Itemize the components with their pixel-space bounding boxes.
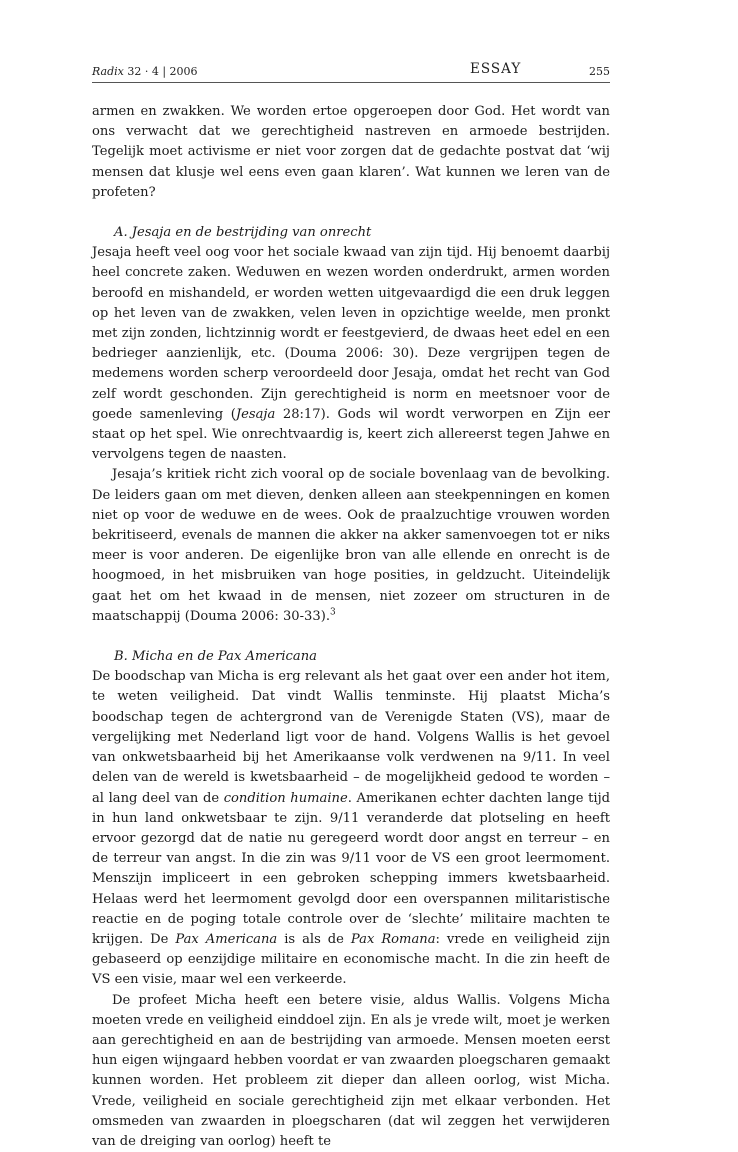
section-a-paragraph-2: Jesaja’s kritiek richt zich vooral op de sociale bovenlaag van de bevolking. De leiders gaan om met dieven, denken alleen aan steekpenningen en komen niet op voor de weduwe en de wees. Ook de praalzuchtige vrouwen worden bekritiseerd, evenals de mannen die akker na akker samenvoegen tot er niks meer is voor anderen. De eigenlijke bron van alle ellende en onrecht is de hoogmoed, in het misbruiken van hoge posities, in geldzucht. Uiteindelijk gaat het om het kwaad in de mensen, niet zozeer om structuren in de maatschappij (Douma 2006: 30-33).$^3$ (92, 467, 610, 624)
journal-name: Radix (92, 65, 124, 78)
section-label: ESSAY (470, 61, 522, 77)
italic-pax-romana: Pax Romana (350, 931, 436, 947)
issue-info: 32 · 4 | 2006 (127, 65, 198, 78)
intro-paragraph: armen en zwakken. We worden ertoe opgeroepen door God. Het wordt van ons verwacht dat we gerechtigheid nastreven en armoede bestrijden. Tegelijk moet activisme er niet voor zorgen dat de gedachte postvat dat ‘wij mensen dat klusje wel eens even gaan klaren’. Wat kunnen we leren van de profeten? (92, 104, 610, 200)
article-body (92, 102, 610, 1152)
italic-pax-americana: Pax Americana (175, 931, 278, 947)
section-b-paragraph-1: De boodschap van Micha is erg relevant als het gaat over een ander hot item, te weten veiligheid. Dat vindt Wallis tenminste. Hij plaatst Micha’s boodschap tegen de achtergrond van de Verenigde Staten (VS), maar de vergelijking met Nederland ligt voor de hand. Volgens Wallis is het gevoel van onkwetsbaarheid bij het Amerikaanse volk verdwenen na 9/11. In veel delen van de wereld is kwetsbaarheid – de mogelijkheid gedood te worden – al lang deel van de condition humaine. Amerikanen echter dachten lange tijd in hun land onkwetsbaar te zijn. 9/11 veranderde dat plotseling en heeft ervoor gezorgd dat de natie nu geregeerd wordt door angst en terreur – en de terreur van angst. In die zin was 9/11 voor de VS een groot leermoment. Menszijn impliceert in een gebroken schepping immers kwetsbaarheid. Helaas werd het leermoment gevolgd door een overspannen militaristische reactie en de poging totale controle over de ‘slechte’ militaire machten te krijgen. De Pax Americana is als de Pax Romana: vrede en veiligheid zijn gebaseerd op eenzijdige militaire en economische macht. In die zin heeft de VS een visie, maar wel een verkeerde. (92, 669, 611, 988)
section-b-heading: B. Micha en de Pax Americana (114, 649, 317, 665)
page-number: 255 (589, 65, 610, 78)
journal-reference (92, 65, 198, 78)
section-b-paragraph-2: De profeet Micha heeft een betere visie, aldus Wallis. Volgens Micha moeten vrede en veiligheid einddoel zijn. En als je vrede wilt, moet je werken aan gerechtigheid en aan de bestrijding van armoede. Mensen moeten eerst hun eigen wijngaard hebben voordat er van zwaarden ploegscharen gemaakt kunnen worden. Het probleem zit dieper dan alleen oorlog, wist Micha. Vrede, veiligheid en sociale gerechtigheid zijn met elkaar verbonden. Het omsmeden van zwaarden in ploegscharen (dat wil zeggen het verwijderen van de dreiging van oorlog) heeft te (92, 992, 610, 1149)
footnote-reference[interactable]: 3 (329, 607, 336, 618)
section-a-paragraph-1: Jesaja heeft veel oog voor het sociale kwaad van zijn tijd. Hij benoemt daarbij heel concrete zaken. Weduwen en wezen worden onderdrukt, armen worden beroofd en mishandeld, er worden wetten uitgevaardigd die een druk leggen op het leven van de zwakken, velen leven in opzichtige weelde, men pronkt met zijn zonden, lichtzinnig wordt er feestgevierd, de dwaas heet edel en een bedrieger aanzienlijk, etc. (Douma 2006: 30). Deze vergrijpen tegen de medemens worden scherp veroordeeld door Jesaja, omdat het recht van God zelf wordt geschonden. Zijn gerechtigheid is norm en meetsnoer voor de goede samenleving (Jesaja 28:17). Gods wil wordt verworpen en Zijn eer staat op het spel. Wie onrechtvaardig is, keert zich allereerst tegen Jahwe en vervolgens tegen de naasten. (92, 245, 611, 463)
italic-condition-humaine: condition humaine (223, 790, 348, 806)
section-a-heading: A. Jesaja en de bestrijding van onrecht (114, 225, 372, 241)
running-header (92, 60, 610, 83)
citation-jesaja: Jesaja (235, 406, 276, 422)
